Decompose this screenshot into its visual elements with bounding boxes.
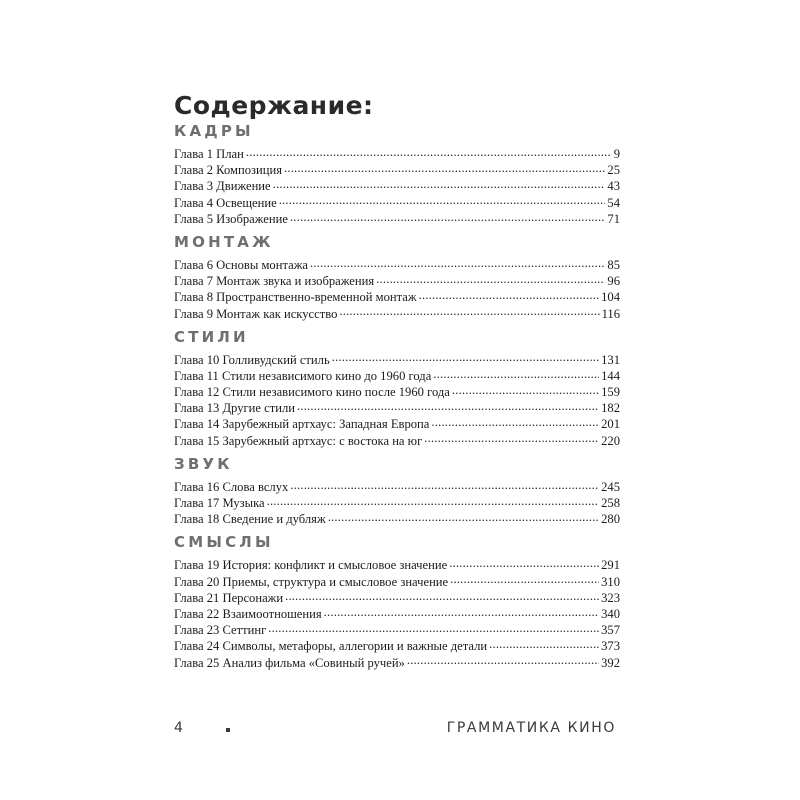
dot-leader [424, 433, 599, 445]
toc-entry[interactable] [174, 195, 620, 211]
toc-entry[interactable] [174, 433, 620, 449]
dot-leader [310, 257, 605, 269]
section-stili [174, 326, 620, 449]
toc-entry[interactable] [174, 557, 620, 573]
toc-entry[interactable] [174, 495, 620, 511]
toc-entry[interactable] [174, 352, 620, 368]
dot-leader [290, 479, 599, 491]
entry-page: 71 [607, 211, 620, 226]
page-number: 4 [174, 720, 183, 736]
table-of-contents [174, 92, 620, 675]
dot-leader [332, 352, 599, 364]
dot-leader [324, 606, 599, 618]
dot-leader [433, 368, 599, 380]
entry-label: Глава 16 Слова вслух [174, 479, 289, 494]
dot-leader [489, 638, 599, 650]
toc-entry[interactable] [174, 638, 620, 654]
entry-label: Глава 24 Символы, метафоры, аллегории и важные детали [174, 639, 488, 654]
entry-label: Глава 21 Персонажи [174, 590, 284, 605]
entry-list [174, 257, 620, 322]
toc-entry[interactable] [174, 178, 620, 194]
dot-leader [339, 306, 599, 318]
toc-entry[interactable] [174, 606, 620, 622]
entry-label: Глава 15 Зарубежный артхаус: с востока на юг [174, 433, 423, 448]
entry-list [174, 557, 620, 670]
entry-label: Глава 8 Пространственно-временной монтаж [174, 290, 417, 305]
entry-page: 144 [601, 368, 620, 383]
dot-leader [328, 511, 599, 523]
entry-label: Глава 17 Музыка [174, 496, 265, 510]
section-zvuk [174, 453, 620, 528]
entry-list [174, 479, 620, 528]
entry-label: Глава 18 Сведение и дубляж [174, 512, 326, 527]
toc-entry[interactable] [174, 162, 620, 178]
entry-list [174, 146, 620, 227]
section-heading: МОНТАЖ [174, 232, 274, 251]
section-heading: СМЫСЛЫ [174, 533, 274, 552]
toc-entry[interactable] [174, 574, 620, 590]
entry-label: Глава 6 Основы монтажа [174, 257, 308, 272]
entry-label: Глава 3 Движение [174, 179, 271, 194]
toc-entry[interactable] [174, 289, 620, 305]
dot-leader [279, 195, 606, 207]
footer-bullet-icon [226, 728, 230, 732]
entry-page: 280 [601, 512, 620, 527]
dot-leader [284, 162, 605, 174]
dot-leader [268, 622, 599, 634]
entry-list [174, 352, 620, 449]
entry-page: 85 [607, 257, 620, 272]
entry-label: Глава 12 Стили независимого кино после 1960 года [174, 385, 450, 400]
entry-label: Глава 23 Сеттинг [174, 623, 267, 638]
dot-leader [376, 273, 605, 285]
entry-page: 245 [601, 479, 620, 494]
entry-label: Глава 11 Стили независимого кино до 1960 года [174, 368, 432, 383]
entry-label: Глава 4 Освещение [174, 195, 277, 210]
dot-leader [431, 416, 599, 428]
dot-leader [285, 590, 599, 602]
entry-page: 357 [601, 623, 620, 638]
dot-leader [297, 400, 599, 412]
entry-label: Глава 13 Другие стили [174, 401, 295, 416]
entry-label: Глава 19 История: конфликт и смысловое значение [174, 558, 448, 573]
entry-label: Глава 20 Приемы, структура и смысловое значение [174, 574, 449, 589]
entry-label: Глава 25 Анализ фильма «Совиный ручей» [174, 655, 405, 670]
entry-page: 159 [601, 385, 620, 400]
entry-label: Глава 9 Монтаж как искусство [174, 306, 338, 321]
dot-leader [450, 574, 599, 586]
toc-entry[interactable] [174, 479, 620, 495]
entry-page: 25 [607, 163, 620, 178]
entry-page: 220 [601, 433, 620, 448]
dot-leader [452, 384, 599, 396]
entry-page: 258 [601, 496, 620, 510]
entry-label: Глава 7 Монтаж звука и изображения [174, 274, 375, 289]
section-heading: ЗВУК [174, 454, 233, 473]
entry-page: 291 [601, 558, 620, 573]
dot-leader [419, 289, 600, 301]
toc-entry[interactable] [174, 146, 620, 162]
entry-page: 96 [607, 274, 620, 289]
toc-entry[interactable] [174, 655, 620, 671]
section-heading: КАДРЫ [174, 122, 254, 140]
toc-entry[interactable] [174, 257, 620, 273]
entry-page: 373 [601, 639, 620, 654]
toc-entry[interactable] [174, 384, 620, 400]
entry-page: 392 [601, 655, 620, 670]
section-montazh [174, 231, 620, 322]
toc-entry[interactable] [174, 400, 620, 416]
toc-entry[interactable] [174, 368, 620, 384]
toc-title: Содержание: [174, 91, 374, 120]
entry-label: Глава 5 Изображение [174, 211, 288, 226]
toc-entry[interactable] [174, 416, 620, 432]
toc-entry[interactable] [174, 211, 620, 227]
dot-leader [290, 211, 605, 223]
entry-page: 116 [601, 306, 620, 321]
dot-leader [449, 557, 599, 569]
section-heading: СТИЛИ [174, 327, 249, 346]
toc-entry[interactable] [174, 590, 620, 606]
entry-label: Глава 14 Зарубежный артхаус: Западная Европа [174, 417, 430, 432]
entry-page: 9 [613, 147, 620, 161]
dot-leader [407, 655, 599, 667]
page-footer [174, 720, 620, 740]
entry-label: Глава 2 Композиция [174, 163, 282, 178]
entry-page: 104 [601, 290, 620, 305]
entry-label: Глава 10 Голливудский стиль [174, 352, 330, 367]
entry-page: 54 [607, 195, 620, 210]
entry-page: 182 [601, 401, 620, 416]
dot-leader [267, 495, 600, 507]
entry-label: Глава 1 План [174, 147, 244, 161]
section-smysly [174, 531, 620, 670]
entry-page: 43 [607, 179, 620, 194]
toc-entry[interactable] [174, 511, 620, 527]
entry-page: 340 [601, 606, 620, 621]
dot-leader [273, 178, 606, 190]
entry-page: 323 [601, 590, 620, 605]
toc-entry[interactable] [174, 273, 620, 289]
entry-label: Глава 22 Взаимоотношения [174, 606, 322, 621]
section-kadry [174, 120, 620, 227]
entry-page: 310 [601, 574, 620, 589]
entry-page: 201 [601, 417, 620, 432]
toc-entry[interactable] [174, 306, 620, 322]
book-title: ГРАММАТИКА КИНО [446, 720, 616, 736]
entry-page: 131 [601, 352, 620, 367]
toc-entry[interactable] [174, 622, 620, 638]
dot-leader [246, 146, 612, 158]
